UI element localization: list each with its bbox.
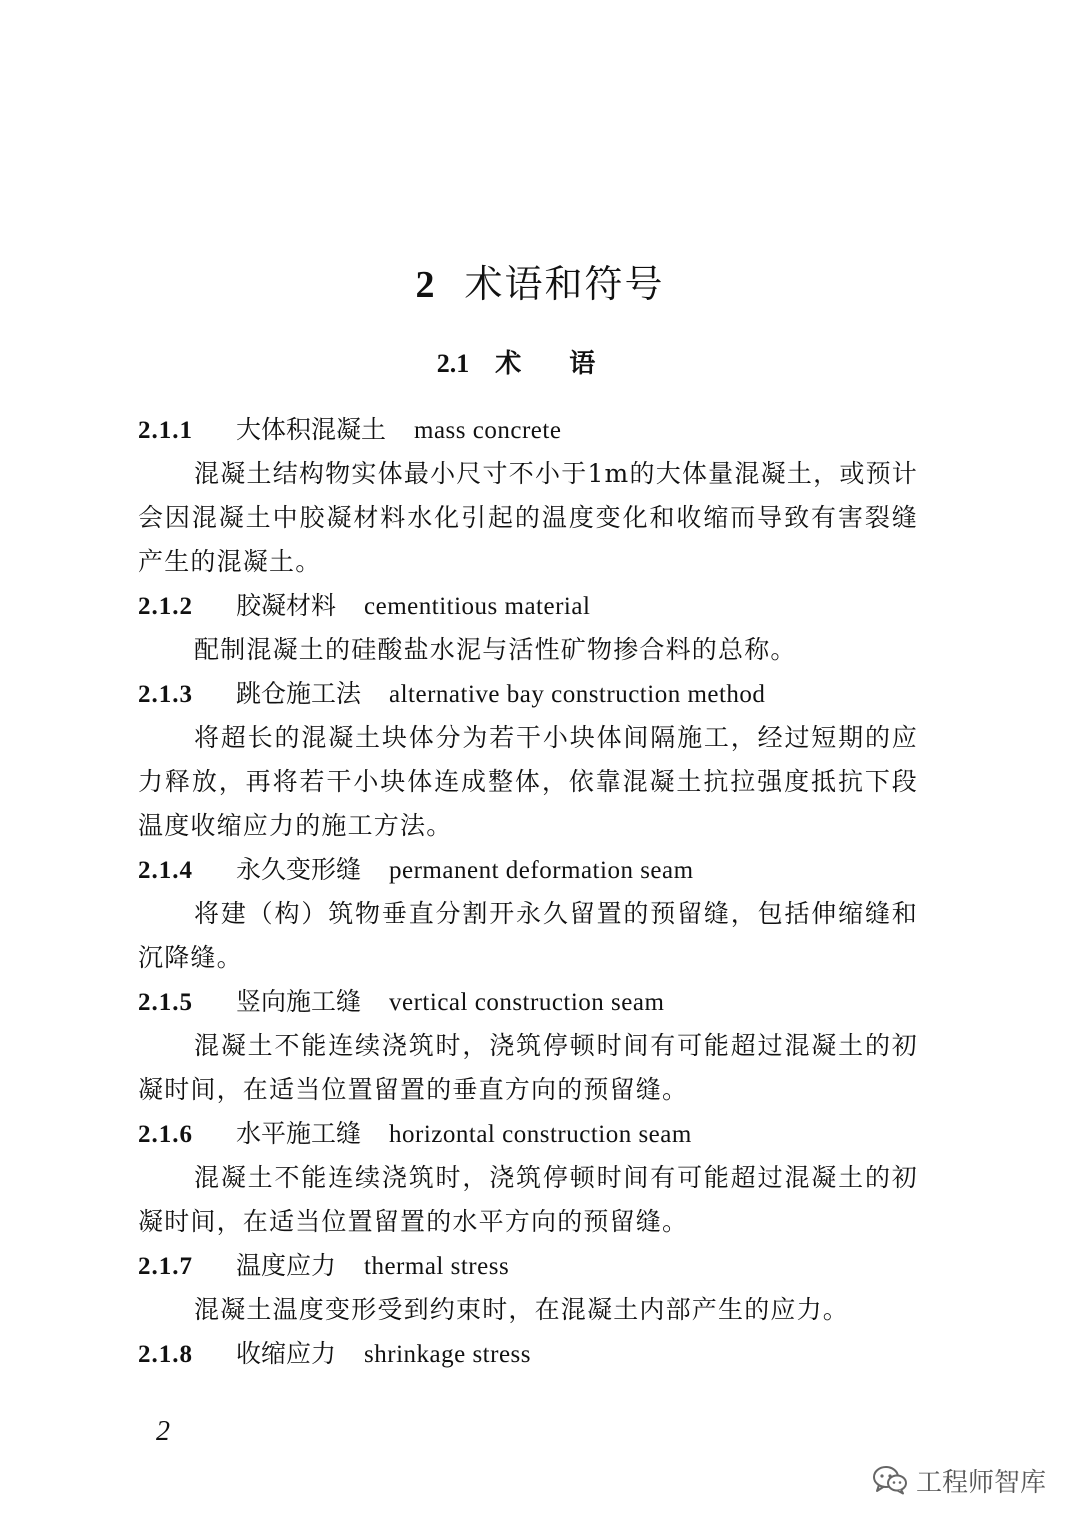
term-chinese: 收缩应力 (236, 1339, 337, 1368)
term-english: permanent deformation seam (389, 857, 694, 884)
watermark (872, 1460, 1046, 1500)
page-number: 2 (156, 1416, 170, 1447)
term-definition: 混凝土结构物实体最小尺寸不小于1m的大体量混凝土，或预计会因混凝土中胶凝材料水化引起的温度变化和收缩而导致有害裂缝产生的混凝土。 (138, 459, 918, 576)
term-number: 2.1.6 (138, 1121, 193, 1148)
term-definition: 混凝土温度变形受到约束时，在混凝土内部产生的应力。 (194, 1295, 850, 1324)
term-definition: 将超长的混凝土块体分为若干小块体间隔施工，经过短期的应力释放，再将若干小块体连成整体，依靠混凝土抗拉强度抵抗下段温度收缩应力的施工方法。 (138, 723, 918, 840)
term-number: 2.1.2 (138, 593, 193, 620)
term-english: thermal stress (364, 1253, 510, 1280)
term-english: mass concrete (414, 417, 562, 444)
term-heading (138, 1112, 918, 1156)
term-number: 2.1.3 (138, 681, 193, 708)
term-english: shrinkage stress (364, 1341, 532, 1368)
term-english: vertical construction seam (389, 989, 665, 1016)
term-heading (138, 1244, 918, 1288)
chapter-title-text: 术语和符号 (464, 262, 665, 306)
term-number: 2.1.4 (138, 857, 193, 884)
term-item (138, 1332, 918, 1376)
term-item (138, 584, 918, 672)
term-heading (138, 848, 918, 892)
term-item (138, 672, 918, 848)
section-title (0, 342, 1080, 386)
term-number: 2.1.8 (138, 1341, 193, 1368)
term-item (138, 408, 918, 584)
section-number: 2.1 (436, 349, 470, 378)
chapter-title (0, 256, 1080, 313)
term-chinese: 永久变形缝 (236, 855, 362, 884)
term-definition: 混凝土不能连续浇筑时，浇筑停顿时间有可能超过混凝土的初凝时间，在适当位置留置的水平方向的预留缝。 (138, 1163, 918, 1236)
chapter-number: 2 (415, 264, 437, 306)
term-item (138, 1244, 918, 1332)
term-item (138, 980, 918, 1112)
term-chinese: 竖向施工缝 (236, 987, 362, 1016)
term-english: horizontal construction seam (389, 1121, 692, 1148)
term-heading (138, 1332, 918, 1376)
term-chinese: 温度应力 (236, 1251, 337, 1280)
term-definition: 配制混凝土的硅酸盐水泥与活性矿物掺合料的总称。 (194, 635, 797, 664)
term-number: 2.1.7 (138, 1253, 193, 1280)
term-heading (138, 672, 918, 716)
term-number: 2.1.5 (138, 989, 193, 1016)
term-item (138, 848, 918, 980)
term-chinese: 胶凝材料 (236, 591, 337, 620)
watermark-text: 工程师智库 (915, 1467, 1046, 1498)
term-english: alternative bay construction method (389, 681, 766, 708)
term-number: 2.1.1 (138, 417, 193, 444)
term-chinese: 跳仓施工法 (236, 679, 362, 708)
terms-list (138, 408, 918, 1376)
section-title-text: 术语 (495, 349, 644, 379)
term-chinese: 大体积混凝土 (236, 415, 387, 444)
term-definition: 将建（构）筑物垂直分割开永久留置的预留缝，包括伸缩缝和沉降缝。 (138, 899, 918, 972)
term-heading (138, 980, 918, 1024)
term-definition: 混凝土不能连续浇筑时，浇筑停顿时间有可能超过混凝土的初凝时间，在适当位置留置的垂直方向的预留缝。 (138, 1031, 918, 1104)
term-heading (138, 584, 918, 628)
term-chinese: 水平施工缝 (236, 1119, 362, 1148)
term-item (138, 1112, 918, 1244)
wechat-icon (872, 1465, 908, 1495)
term-heading (138, 408, 918, 452)
term-english: cementitious material (364, 593, 591, 620)
